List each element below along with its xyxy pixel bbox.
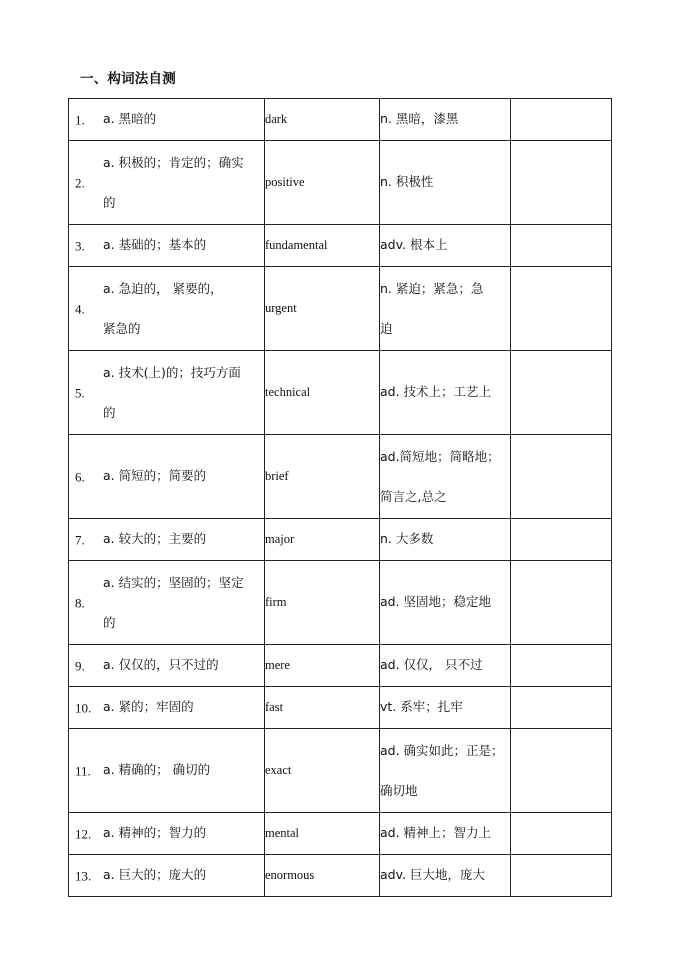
definition-text xyxy=(103,239,258,252)
blank-cell xyxy=(511,435,612,519)
derivative-cell xyxy=(380,99,511,141)
word-cell: enormous xyxy=(265,855,380,897)
definition-line: a. 精神的；智力的 xyxy=(103,825,207,841)
derivative-continuation: 简言之,总之 xyxy=(380,488,447,504)
derivative-cell xyxy=(380,813,511,855)
derivative-line: n. 黑暗，漆黑 xyxy=(380,111,459,127)
definition-line: a. 仅仅的，只不过的 xyxy=(103,657,219,673)
vocabulary-table xyxy=(68,98,612,897)
blank-cell xyxy=(511,645,612,687)
row-number: 4. xyxy=(75,301,85,316)
word-cell: urgent xyxy=(265,267,380,351)
derivative-continuation: 迫 xyxy=(380,320,393,336)
definition-line: a. 紧的；牢固的 xyxy=(103,699,194,715)
derivative-line: ad. 坚固地；稳定地 xyxy=(380,594,492,610)
definition-text xyxy=(103,143,258,223)
table-row xyxy=(69,645,612,687)
blank-cell xyxy=(511,729,612,813)
word-cell: mere xyxy=(265,645,380,687)
row-number: 13. xyxy=(75,868,92,883)
definition-line: a. 较大的；主要的 xyxy=(103,531,207,547)
word-cell: mental xyxy=(265,813,380,855)
definition-cell xyxy=(69,687,265,729)
blank-cell xyxy=(511,519,612,561)
blank-cell xyxy=(511,225,612,267)
derivative-line: n. 积极性 xyxy=(380,174,434,190)
derivative-cell xyxy=(380,351,511,435)
definition-text xyxy=(103,659,258,672)
table-row xyxy=(69,729,612,813)
definition-cell xyxy=(69,351,265,435)
word-cell: firm xyxy=(265,561,380,645)
definition-line: a. 急迫的， 紧要的， xyxy=(103,280,223,296)
row-number: 9. xyxy=(75,658,85,673)
definition-continuation: 的 xyxy=(103,614,116,630)
row-number: 10. xyxy=(75,700,92,715)
derivative-cell xyxy=(380,435,511,519)
definition-text xyxy=(103,533,258,546)
definition-text xyxy=(103,701,258,714)
definition-cell xyxy=(69,729,265,813)
row-number: 8. xyxy=(75,595,85,610)
definition-cell xyxy=(69,855,265,897)
derivative-line: adv. 巨大地，庞大 xyxy=(380,867,485,883)
blank-cell xyxy=(511,141,612,225)
definition-cell xyxy=(69,99,265,141)
section-title: 一、构词法自测 xyxy=(80,71,176,87)
blank-cell xyxy=(511,267,612,351)
definition-line: a. 黑暗的 xyxy=(103,111,157,127)
table-row xyxy=(69,141,612,225)
definition-cell xyxy=(69,561,265,645)
word-cell: positive xyxy=(265,141,380,225)
derivative-cell xyxy=(380,729,511,813)
word-cell: fast xyxy=(265,687,380,729)
blank-cell xyxy=(511,813,612,855)
definition-text xyxy=(103,827,258,840)
derivative-line: n. 大多数 xyxy=(380,531,434,547)
derivative-line: vt. 系牢；扎牢 xyxy=(380,699,463,715)
word-cell: major xyxy=(265,519,380,561)
table-row xyxy=(69,267,612,351)
definition-line: a. 结实的；坚固的；坚定 xyxy=(103,574,244,590)
blank-cell xyxy=(511,99,612,141)
definition-continuation: 紧急的 xyxy=(103,320,141,336)
blank-cell xyxy=(511,687,612,729)
table-row xyxy=(69,99,612,141)
definition-text xyxy=(103,869,258,882)
row-number: 6. xyxy=(75,469,85,484)
derivative-line: n. 紧迫；紧急；急 xyxy=(380,280,484,296)
derivative-cell xyxy=(380,645,511,687)
row-number: 7. xyxy=(75,532,85,547)
table-row xyxy=(69,561,612,645)
definition-cell xyxy=(69,813,265,855)
definition-text xyxy=(103,764,258,777)
derivative-cell xyxy=(380,855,511,897)
row-number: 5. xyxy=(75,385,85,400)
derivative-line: adv. 根本上 xyxy=(380,237,448,253)
table-row xyxy=(69,351,612,435)
definition-line: a. 基础的；基本的 xyxy=(103,237,207,253)
word-cell: brief xyxy=(265,435,380,519)
derivative-line: ad. 确实如此；正是； xyxy=(380,742,504,758)
row-number: 12. xyxy=(75,826,92,841)
derivative-cell xyxy=(380,267,511,351)
blank-cell xyxy=(511,855,612,897)
derivative-cell xyxy=(380,561,511,645)
definition-cell xyxy=(69,435,265,519)
derivative-cell xyxy=(380,519,511,561)
blank-cell xyxy=(511,561,612,645)
row-number: 11. xyxy=(75,763,91,778)
table-row xyxy=(69,435,612,519)
derivative-cell xyxy=(380,225,511,267)
definition-text xyxy=(103,353,258,433)
definition-continuation: 的 xyxy=(103,194,116,210)
definition-line: a. 积极的；肯定的；确实 xyxy=(103,154,244,170)
word-cell: technical xyxy=(265,351,380,435)
table-row xyxy=(69,687,612,729)
definition-line: a. 技术(上)的；技巧方面 xyxy=(103,364,241,380)
definition-cell xyxy=(69,225,265,267)
table-row xyxy=(69,855,612,897)
definition-line: a. 简短的；简要的 xyxy=(103,468,207,484)
definition-cell xyxy=(69,141,265,225)
definition-line: a. 巨大的；庞大的 xyxy=(103,867,207,883)
derivative-line: ad.简短地；简略地； xyxy=(380,448,500,464)
derivative-cell xyxy=(380,687,511,729)
table-row xyxy=(69,519,612,561)
definition-text xyxy=(103,563,258,643)
definition-cell xyxy=(69,519,265,561)
definition-text xyxy=(103,470,258,483)
blank-cell xyxy=(511,351,612,435)
table-row xyxy=(69,225,612,267)
derivative-line: ad. 技术上；工艺上 xyxy=(380,384,492,400)
word-cell: fundamental xyxy=(265,225,380,267)
derivative-continuation: 确切地 xyxy=(380,782,418,798)
definition-continuation: 的 xyxy=(103,404,116,420)
word-cell: dark xyxy=(265,99,380,141)
definition-line: a. 精确的； 确切的 xyxy=(103,762,211,778)
definition-cell xyxy=(69,267,265,351)
row-number: 2. xyxy=(75,175,85,190)
derivative-line: ad. 仅仅， 只不过 xyxy=(380,657,483,673)
row-number: 3. xyxy=(75,238,85,253)
derivative-cell xyxy=(380,141,511,225)
definition-cell xyxy=(69,645,265,687)
definition-text xyxy=(103,269,258,349)
definition-text xyxy=(103,113,258,126)
word-cell: exact xyxy=(265,729,380,813)
row-number: 1. xyxy=(75,112,85,127)
derivative-line: ad. 精神上；智力上 xyxy=(380,825,492,841)
table-row xyxy=(69,813,612,855)
